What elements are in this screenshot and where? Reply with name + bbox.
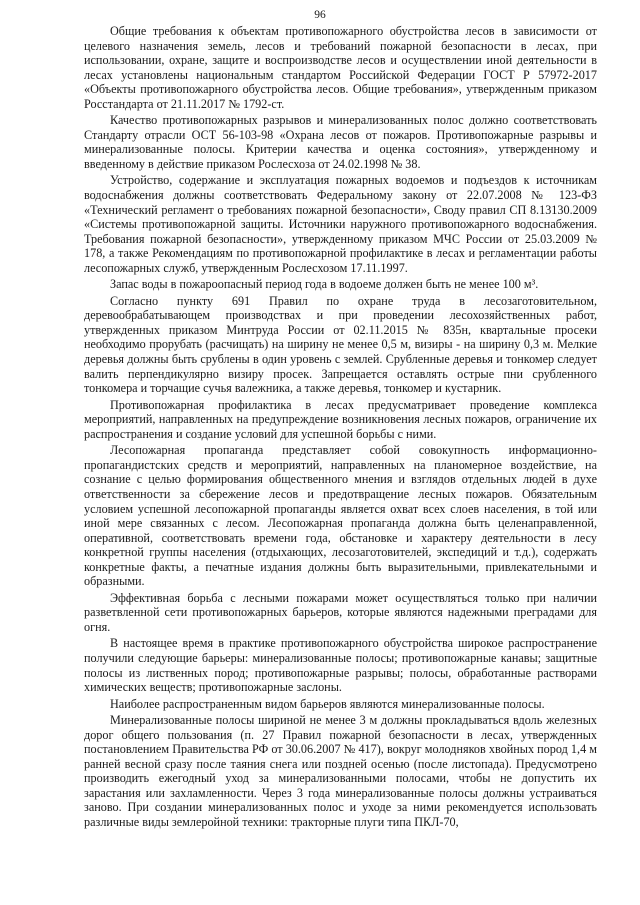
paragraph-1: Общие требования к объектам противопожарного обустройства лесов в зависимости от целевого назначения земель, лесов и требований пожарной безопасности в лесах, при использовании, охране, защите и воспроизводстве лесов и осуществлении иной деятельности в лесах установлены национальным стандартом Российской Федерации ГОСТ Р 57972-2017 «Объекты противопожарного обустройства лесов. Общие требования», утвержденным приказом Росстандарта от 21.11.2017 № 1792-ст. <box>84 24 597 111</box>
paragraph-6: Противопожарная профилактика в лесах предусматривает проведение комплекса мероприятий, направленных на предупреждение возникновения лесных пожаров, ограничение их распространения и создание условий для успешной борьбы с ними. <box>84 397 597 441</box>
paragraph-8: Эффективная борьба с лесными пожарами может осуществляться только при наличии разветвленной сети противопожарных барьеров, которые являются надежными преградами для огня. <box>84 590 597 634</box>
body-text <box>84 24 597 832</box>
paragraph-2: Качество противопожарных разрывов и минерализованных полос должно соответствовать Стандарту отрасли ОСТ 56-103-98 «Охрана лесов от пожаров. Противопожарные разрывы и минерализованные полосы. Критерии качества и оценка состояния», утвержденному и введенному в действие приказом Рослесхоза от 24.02.1998 № 38. <box>84 113 597 171</box>
paragraph-11: Минерализованные полосы шириной не менее 3 м должны прокладываться вдоль железных дорог общего пользования (п. 27 Правил пожарной безопасности в лесах, утвержденных постановлением Правительства РФ от 30.06.2007 № 417), вокруг молодняков хвойных пород 1,4 м ранней весной сразу после таяния снега или поздней осенью (после листопада). Предусмотрено производить ежегодный уход за минерализованными полосами, чтобы не допустить их зарастания или захламленности. Через 3 года минерализованные полосы должны устраиваться заново. При создании минерализованных полос и уходе за ними рекомендуется использовать различные виды землеройной техники: тракторные плуги типа ПКЛ-70, <box>84 713 597 829</box>
paragraph-4: Запас воды в пожароопасный период года в водоеме должен быть не менее 100 м³. <box>110 277 539 292</box>
paragraph-3: Устройство, содержание и эксплуатация пожарных водоемов и подъездов к источникам водоснабжения должны соответствовать Федеральному закону от 22.07.2008 № 123-ФЗ «Технический регламент о требованиях пожарной безопасности», Своду правил СП 8.13130.2009 «Системы противопожарной защиты. Источники наружного противопожарного водоснабжения. Требования пожарной безопасности», утвержденному приказом МЧС России от 25.03.2009 № 178, а также Рекомендациям по противопожарной профилактике в лесах и регламентации работы лесопожарных служб, утвержденным Рослесхозом 17.11.1997. <box>84 173 597 275</box>
paragraph-9: В настоящее время в практике противопожарного обустройства широкое распространение получили следующие барьеры: минерализованные полосы; противопожарные канавы; защитные полосы из лиственных пород; противопожарные разрывы; полосы, обработанные растворами химических веществ; противопожарные заслоны. <box>84 636 597 695</box>
paragraph-5: Согласно пункту 691 Правил по охране труда в лесозаготовительном, деревообрабатывающем производствах и при проведении лесохозяйственных работ, утвержденных приказом Минтруда России от 02.11.2015 № 835н, квартальные просеки необходимо прорубать (расчищать) на ширину не менее 0,5 м, визиры - на ширину 0,3 м. Мелкие деревья должны быть срублены в один уровень с землей. Срубленные деревья и тонкомер следует валить перпендикулярно визиру просек. Запрещается оставлять острые пни срубленного тонкомера и торчащие сучья валежника, а также деревья, тонкомер и кустарник. <box>84 293 597 396</box>
paragraph-10: Наиболее распространенным видом барьеров являются минерализованные полосы. <box>110 696 545 711</box>
page-number: 96 <box>314 9 326 21</box>
paragraph-7: Лесопожарная пропаганда представляет собой совокупность информационно-пропагандистских средств и мероприятий, направленных на планомерное воздействие, на сознание с целью формирования общественного мнения и взглядов отдельных людей в духе ответственности за сбережение лесов и предотвращение лесных пожаров. Обязательным условием успешной лесопожарной пропаганды является охват всех слоев населения, в той или иной мере связанных с лесом. Лесопожарная пропаганда должна быть целенаправленной, оперативной, соответствовать времени года, обстановке и характеру деятельности в лесу конкретной группы населения (отдыхающих, лесозаготовителей, экспедиций и т.д.), содержать конкретные факты, а печатные издания должны быть выразительными, привлекательными и образными. <box>84 443 597 589</box>
